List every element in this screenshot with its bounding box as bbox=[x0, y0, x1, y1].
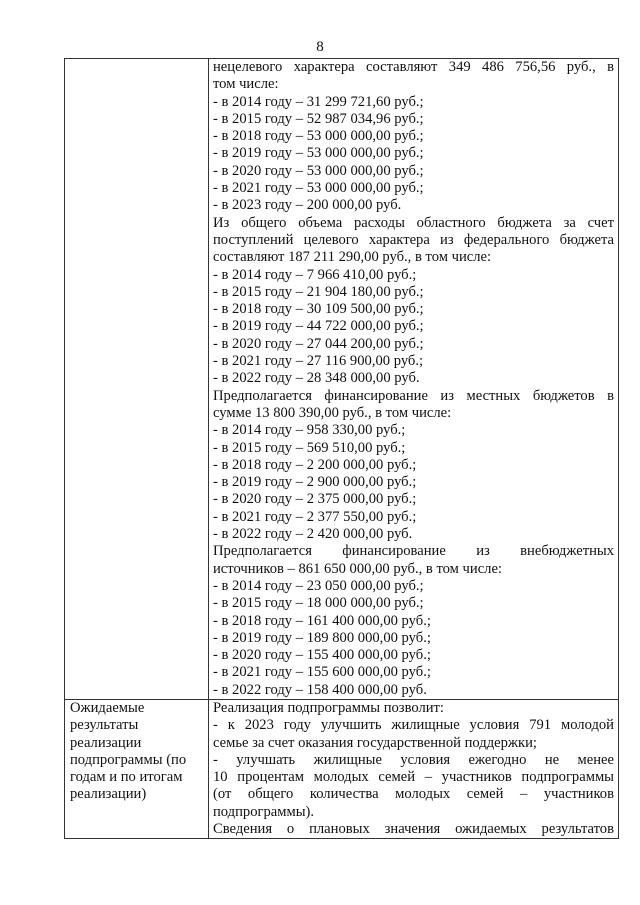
text-line: Реализация подпрограммы позволит: bbox=[213, 699, 444, 716]
text-line: - в 2014 году – 23 050 000,00 руб.; bbox=[213, 577, 424, 594]
text-line: - в 2018 году – 53 000 000,00 руб.; bbox=[213, 128, 424, 145]
table-row-financing bbox=[65, 59, 619, 700]
text-line: - в 2020 году – 27 044 200,00 руб.; bbox=[213, 335, 424, 352]
text-line: Предполагается финансирование из внебюджетных bbox=[213, 543, 614, 560]
text-line: - в 2018 году – 30 109 500,00 руб.; bbox=[213, 301, 424, 318]
table-row-expected-results bbox=[65, 699, 619, 838]
text-line: 10 процентам молодых семей – участников подпрограммы bbox=[213, 769, 614, 786]
text-line: (от общего количества молодых семей – участников bbox=[213, 786, 614, 803]
text-line: - в 2015 году – 21 904 180,00 руб.; bbox=[213, 283, 424, 300]
text-line: нецелевого характера составляют 349 486 756,56 руб., в bbox=[213, 59, 614, 75]
text-line: - в 2022 году – 2 420 000,00 руб. bbox=[213, 526, 413, 543]
text-line: источников – 861 650 000,00 руб., в том числе: bbox=[213, 560, 502, 577]
passport-table bbox=[64, 58, 619, 839]
page-number: 8 bbox=[316, 39, 324, 55]
label-line: подпрограммы (по bbox=[70, 751, 187, 768]
text-line: - в 2019 году – 2 900 000,00 руб.; bbox=[213, 474, 417, 491]
text-line: Предполагается финансирование из местных бюджетов в bbox=[213, 387, 614, 404]
text-line: том числе: bbox=[213, 76, 279, 93]
text-line: - в 2019 году – 189 800 000,00 руб.; bbox=[213, 629, 431, 646]
text-line: - в 2020 году – 155 400 000,00 руб.; bbox=[213, 647, 431, 664]
text-line: - в 2020 году – 2 375 000,00 руб.; bbox=[213, 491, 417, 508]
text-line: - в 2022 году – 158 400 000,00 руб. bbox=[213, 681, 427, 698]
text-line: - в 2021 году – 155 600 000,00 руб.; bbox=[213, 664, 431, 681]
text-line: - в 2022 году – 28 348 000,00 руб. bbox=[213, 370, 420, 387]
text-line: - в 2015 году – 52 987 034,96 руб.; bbox=[213, 110, 424, 127]
text-line: - в 2014 году – 7 966 410,00 руб.; bbox=[213, 266, 417, 283]
text-line: - улучшать жилищные условия ежегодно не менее bbox=[213, 751, 614, 768]
text-line: сумме 13 800 390,00 руб., в том числе: bbox=[213, 404, 452, 421]
label-line: реализации bbox=[70, 734, 142, 751]
text-line: - в 2020 году – 53 000 000,00 руб.; bbox=[213, 162, 424, 179]
text-line: составляют 187 211 290,00 руб., в том числе: bbox=[213, 249, 492, 266]
text-line: - в 2021 году – 53 000 000,00 руб.; bbox=[213, 180, 424, 197]
row2-left-cell bbox=[65, 699, 209, 838]
text-line: - в 2019 году – 44 722 000,00 руб.; bbox=[213, 318, 424, 335]
row2-right-cell bbox=[209, 699, 619, 838]
text-line: - к 2023 году улучшить жилищные условия 791 молодой bbox=[213, 717, 614, 734]
text-line: - в 2018 году – 2 200 000,00 руб.; bbox=[213, 456, 417, 473]
label-line: Ожидаемые bbox=[70, 699, 145, 716]
row1-right-cell bbox=[209, 59, 619, 700]
text-line: - в 2018 году – 161 400 000,00 руб.; bbox=[213, 612, 431, 629]
text-line: Сведения о плановых значения ожидаемых результатов bbox=[213, 821, 614, 838]
text-line: - в 2019 году – 53 000 000,00 руб.; bbox=[213, 145, 424, 162]
text-line: - в 2021 году – 2 377 550,00 руб.; bbox=[213, 508, 417, 525]
text-line: семье за счет оказания государственной поддержки; bbox=[213, 734, 537, 751]
row1-left-cell bbox=[65, 59, 209, 700]
text-line: - в 2023 году – 200 000,00 руб. bbox=[213, 197, 402, 214]
text-line: поступлений целевого характера из федерального бюджета bbox=[213, 231, 614, 248]
expected-results-text bbox=[209, 700, 618, 838]
text-line: подпрограммы). bbox=[213, 803, 315, 820]
text-line: Из общего объема расходы областного бюджета за счет bbox=[213, 214, 614, 231]
text-line: - в 2021 году – 27 116 900,00 руб.; bbox=[213, 353, 424, 370]
financing-text bbox=[209, 59, 618, 699]
label-line: результаты bbox=[70, 717, 139, 734]
expected-results-label bbox=[65, 700, 208, 804]
label-line: реализации) bbox=[70, 786, 147, 803]
text-line: - в 2015 году – 18 000 000,00 руб.; bbox=[213, 595, 424, 612]
text-line: - в 2014 году – 31 299 721,60 руб.; bbox=[213, 93, 424, 110]
label-line: годам и по итогам bbox=[70, 769, 183, 786]
text-line: - в 2015 году – 569 510,00 руб.; bbox=[213, 439, 406, 456]
text-line: - в 2014 году – 958 330,00 руб.; bbox=[213, 422, 406, 439]
